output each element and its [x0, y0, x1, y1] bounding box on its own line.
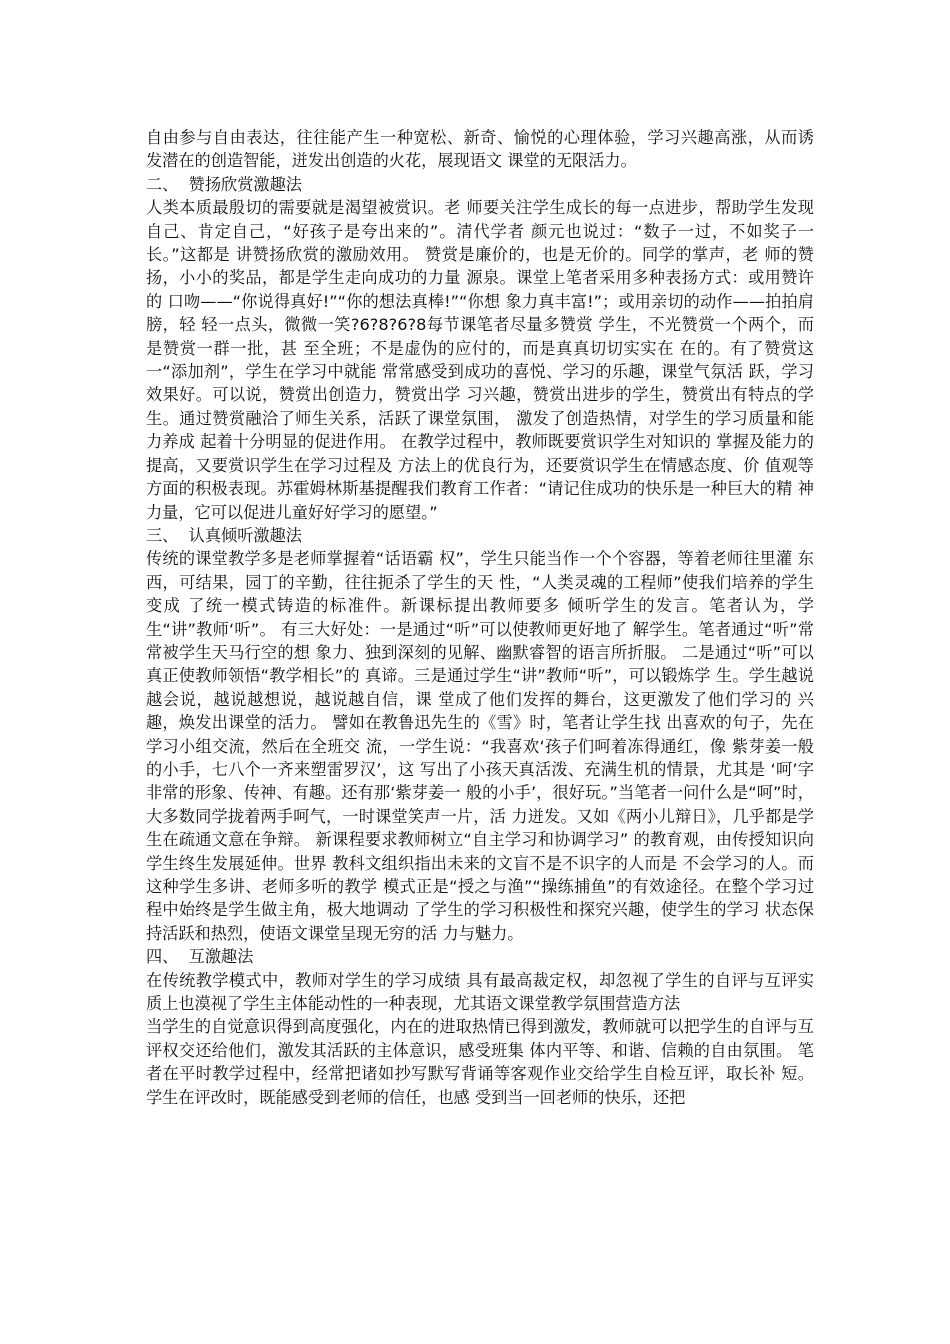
- paragraph-mutual-2: 当学生的自觉意识得到高度强化，内在的进取热情已得到激发，教师就可以把学生的自评与互评权交还给他们，激发其活跃的主体意识，感受班集 体内平等、和谐、信赖的自由氛围。 笔者在平时教学过程中，经常把诸如抄写默写背诵等客观作业交给学生自检互评，取长补 短。学生在评改时，既能感受到老师的信任，也感 受到当一回老师的快乐，还把: [146, 1017, 814, 1107]
- paragraph-listening: 传统的课堂教学多是老师掌握着“话语霸 权”，学生只能当作一个个容器，等着老师往里灌 东西，可结果，园丁的辛勤，往往扼杀了学生的天 性，“人类灵魂的工程师”使我们培养的学生变成 了统一模式铸造的标准件。新课标提出教师要多 倾听学生的发言。笔者认为，学生“讲”教师‘听”。 有三大好处：一是通过“听”可以使教师更好地了 解学生。笔者通过“听”常常被学生天马行空的想 象力、独到深刻的见解、幽默睿智的语言所折服。 二是通过“听”可以真正使教师领悟“教学相长”的 真谛。三是通过学生“讲”教师“听”，可以锻炼学 生。学生越说越会说，越说越想说，越说越自信，课 堂成了他们发挥的舞台，这更激发了他们学习的 兴趣，焕发出课堂的活力。 譬如在教鲁迅先生的《雪》时，笔者让学生找 出喜欢的句子，先在学习小组交流，然后在全班交 流，一学生说：“我喜欢‘孩子们呵着冻得通红，像 紫芽姜一般的小手，七八个一齐来塑雷罗汉’，这 写出了小孩天真活泼、充满生机的情景，尤其是 ‘呵’字非常的形象、传神、有趣。还有那‘紫芽姜一 般的小手’，很好玩。”当笔者一问什么是“呵”时， 大多数同学拢着两手呵气，一时课堂笑声一片，活 力迸发。又如《两小儿辩日》，几乎都是学生在疏通文意在争辩。 新课程要求教师树立“自主学习和协调学习” 的教育观，由传授知识向学生终生发展延伸。世界 教科文组织指出未来的文盲不是不识字的人而是 不会学习的人。而这种学生多讲、老师多听的教学 模式正是“授之与渔”“操练捕鱼”的有效途径。在整个学习过程中始终是学生做主角，极大地调动 了学生的学习积极性和探究兴趣，使学生的学习 状态保持活跃和热烈，使语文课堂呈现无穷的活 力与魅力。: [146, 549, 814, 943]
- section-heading-4: 四、 互激趣法: [146, 947, 254, 967]
- paragraph-mutual-1: 在传统教学模式中，教师对学生的学习成绩 具有最高裁定权，却忽视了学生的自评与互评实 质上也漠视了学生主体能动性的一种表现，尤其语文课堂教学氛围营造方法: [146, 970, 814, 1014]
- document-body: [146, 126, 814, 1109]
- section-heading-3: 三、 认真倾听激趣法: [146, 525, 302, 545]
- paragraph-intro: 自由参与自由表达，往往能产生一种宽松、新奇、愉悦的心理体验，学习兴趣高涨，从而诱 发潜在的创造智能，迸发出创造的火花，展现语文 课堂的无限活力。: [146, 128, 814, 171]
- section-heading-2: 二、 赞扬欣赏激趣法: [146, 174, 302, 194]
- paragraph-praise: 人类本质最殷切的需要就是渴望被赏识。老 师要关注学生成长的每一点进步，帮助学生发现 自己、肯定自己，“好孩子是夸出来的”。清代学者 颜元也说过：“数子一过，不如奖子一长。”这都是 讲赞扬欣赏的激励效用。 赞赏是廉价的，也是无价的。同学的掌声，老 师的赞扬，小小的奖品，都是学生走向成功的力量 源泉。课堂上笔者采用多种表扬方式：或用赞许的 口吻——“你说得真好!”“你的想法真棒!”“你想 象力真丰富!”；或用亲切的动作——拍拍肩膀，轻 轻一点头，微微一笑?6?8?6?8每节课笔者尽量多赞赏 学生，不光赞赏一个两个，而是赞赏一群一批，甚 至全班；不是虚伪的应付的，而是真真切切实实在 在的。有了赞赏这一“添加剂”，学生在学习中就能 常常感受到成功的喜悦、学习的乐趣，课堂气氛活 跃，学习效果好。可以说，赞赏出创造力，赞赏出学 习兴趣，赞赏出进步的学生，赞赏出有特点的学 生。通过赞赏融洽了师生关系，活跃了课堂氛围， 激发了创造热情，对学生的学习质量和能力养成 起着十分明显的促进作用。 在教学过程中，教师既要赏识学生对知识的 掌握及能力的提高，又要赏识学生在学习过程及 方法上的优良行为，还要赏识学生在情感态度、价 值观等方面的积极表现。苏霍姆林斯基提醒我们教育工作者：“请记住成功的快乐是一种巨大的精 神力量，它可以促进儿童好好学习的愿望。”: [146, 198, 814, 522]
